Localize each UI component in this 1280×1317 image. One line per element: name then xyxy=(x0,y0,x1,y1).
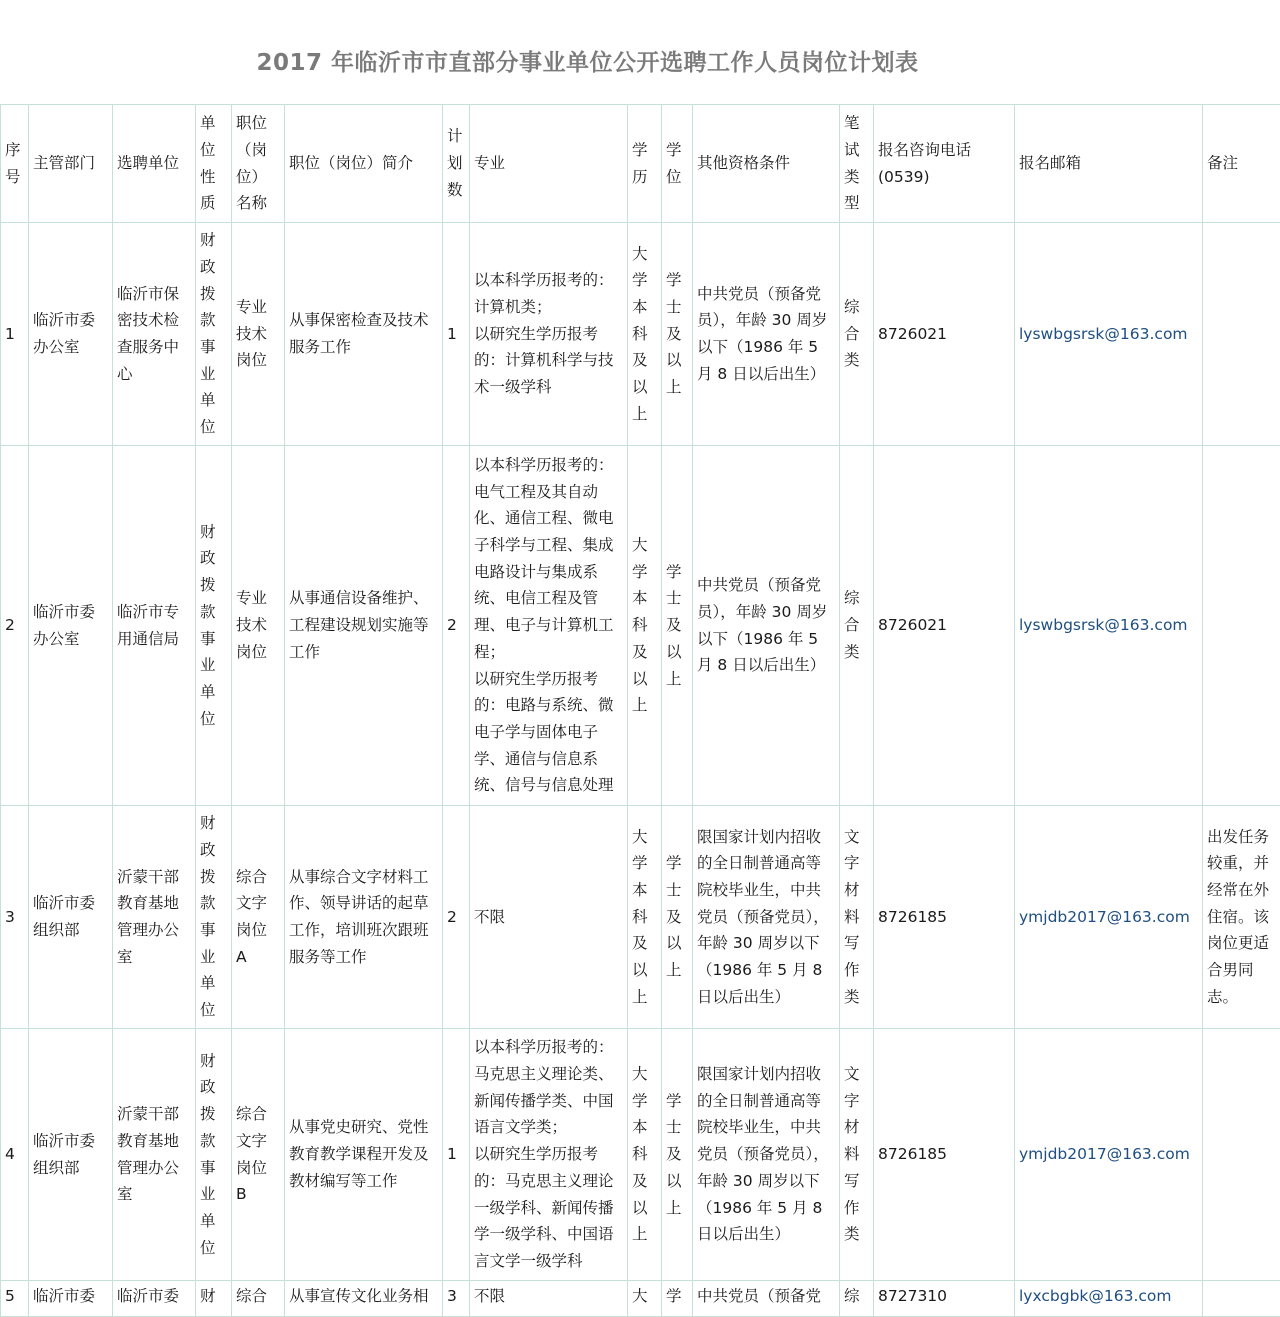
cell-no: 1 xyxy=(1,223,29,446)
cell-dept: 临沂市委组织部 xyxy=(29,1029,113,1281)
header-remark: 备注 xyxy=(1203,105,1280,223)
header-major: 专业 xyxy=(470,105,628,223)
cell-major: 不限 xyxy=(470,806,628,1029)
cell-other: 中共党员（预备党员），年龄 30 周岁以下（1986 年 5 月 8 日以后出生） xyxy=(693,223,840,446)
cell-intro: 从事党史研究、党性教育教学课程开发及教材编写等工作 xyxy=(285,1029,443,1281)
cell-degree: 学士及以上 xyxy=(662,806,693,1029)
header-other: 其他资格条件 xyxy=(693,105,840,223)
cell-email-link[interactable]: lyswbgsrsk@163.com xyxy=(1015,446,1203,806)
header-degree: 学 位 xyxy=(662,105,693,223)
cell-unit: 临沂市保密技术检查服务中心 xyxy=(113,223,196,446)
cell-no: 5 xyxy=(1,1281,29,1317)
cell-edu: 大 xyxy=(628,1281,662,1317)
cell-nature: 财 xyxy=(196,1281,232,1317)
cell-major: 不限 xyxy=(470,1281,628,1317)
page-title: 2017 年临沂市市直部分事业单位公开选聘工作人员岗位计划表 xyxy=(0,44,1175,77)
cell-unit: 沂蒙干部教育基地管理办公室 xyxy=(113,1029,196,1281)
header-phone: 报名咨询电话 (0539) xyxy=(874,105,1015,223)
table-row xyxy=(1,806,1280,1029)
position-plan-table xyxy=(0,104,1280,1317)
cell-post: 专业技术岗位 xyxy=(232,223,285,446)
header-unit: 选聘单位 xyxy=(113,105,196,223)
cell-degree: 学士及以上 xyxy=(662,1029,693,1281)
cell-phone: 8726185 xyxy=(874,1029,1015,1281)
cell-nature: 财政拨款事业单位 xyxy=(196,1029,232,1281)
cell-intro: 从事综合文字材料工作、领导讲话的起草工作，培训班次跟班服务等工作 xyxy=(285,806,443,1029)
cell-count: 2 xyxy=(443,806,470,1029)
cell-post: 专业技术岗位 xyxy=(232,446,285,806)
cell-remark xyxy=(1203,1029,1280,1281)
cell-edu: 大学本科及以上 xyxy=(628,446,662,806)
cell-edu: 大学本科及以上 xyxy=(628,1029,662,1281)
cell-count: 1 xyxy=(443,1029,470,1281)
cell-intro: 从事通信设备维护、工程建设规划实施等工作 xyxy=(285,446,443,806)
cell-exam: 综 xyxy=(840,1281,874,1317)
cell-count: 2 xyxy=(443,446,470,806)
cell-phone: 8726021 xyxy=(874,446,1015,806)
cell-nature: 财政拨款事业单位 xyxy=(196,223,232,446)
cell-dept: 临沂市委组织部 xyxy=(29,806,113,1029)
cell-count: 1 xyxy=(443,223,470,446)
table-row xyxy=(1,1029,1280,1281)
header-email: 报名邮箱 xyxy=(1015,105,1203,223)
cell-phone: 8726021 xyxy=(874,223,1015,446)
cell-email-link[interactable]: lyswbgsrsk@163.com xyxy=(1015,223,1203,446)
cell-exam: 综合类 xyxy=(840,446,874,806)
cell-unit: 临沂市委 xyxy=(113,1281,196,1317)
cell-degree: 学士及以上 xyxy=(662,223,693,446)
cell-degree: 学 xyxy=(662,1281,693,1317)
header-no: 序 号 xyxy=(1,105,29,223)
cell-nature: 财政拨款事业单位 xyxy=(196,446,232,806)
cell-post: 综合 xyxy=(232,1281,285,1317)
cell-unit: 临沂市专用通信局 xyxy=(113,446,196,806)
header-dept: 主管部门 xyxy=(29,105,113,223)
cell-unit: 沂蒙干部教育基地管理办公室 xyxy=(113,806,196,1029)
cell-remark xyxy=(1203,1281,1280,1317)
header-post: 职位 （岗 位） 名称 xyxy=(232,105,285,223)
cell-intro: 从事保密检查及技术服务工作 xyxy=(285,223,443,446)
cell-no: 4 xyxy=(1,1029,29,1281)
header-nature: 单 位 性 质 xyxy=(196,105,232,223)
cell-nature: 财政拨款事业单位 xyxy=(196,806,232,1029)
cell-count: 3 xyxy=(443,1281,470,1317)
cell-exam: 文字材料写作类 xyxy=(840,1029,874,1281)
cell-dept: 临沂市委 xyxy=(29,1281,113,1317)
cell-edu: 大学本科及以上 xyxy=(628,806,662,1029)
cell-email-link[interactable]: ymjdb2017@163.com xyxy=(1015,1029,1203,1281)
cell-other: 限国家计划内招收的全日制普通高等院校毕业生，中共党员（预备党员），年龄 30 周岁以下（1986 年 5 月 8 日以后出生） xyxy=(693,806,840,1029)
cell-email-link[interactable]: ymjdb2017@163.com xyxy=(1015,806,1203,1029)
cell-intro: 从事宣传文化业务相 xyxy=(285,1281,443,1317)
cell-major: 以本科学历报考的：计算机类； 以研究生学历报考的：计算机科学与技术一级学科 xyxy=(470,223,628,446)
cell-email-link[interactable]: lyxcbgbk@163.com xyxy=(1015,1281,1203,1317)
cell-exam: 综合类 xyxy=(840,223,874,446)
table-header-row xyxy=(1,105,1280,223)
table-row xyxy=(1,446,1280,806)
cell-exam: 文字材料写作类 xyxy=(840,806,874,1029)
cell-post: 综合文字岗位 B xyxy=(232,1029,285,1281)
cell-degree: 学士及以上 xyxy=(662,446,693,806)
cell-phone: 8726185 xyxy=(874,806,1015,1029)
cell-other: 中共党员（预备党 xyxy=(693,1281,840,1317)
table-row xyxy=(1,1281,1280,1317)
cell-remark xyxy=(1203,223,1280,446)
table-row xyxy=(1,223,1280,446)
header-count: 计 划 数 xyxy=(443,105,470,223)
header-exam: 笔 试 类 型 xyxy=(840,105,874,223)
header-edu: 学 历 xyxy=(628,105,662,223)
header-intro: 职位（岗位）简介 xyxy=(285,105,443,223)
cell-major: 以本科学历报考的：电气工程及其自动化、通信工程、微电子科学与工程、集成电路设计与集成系统、电信工程及管理、电子与计算机工程； 以研究生学历报考的：电路与系统、微电子学与固体电子学、通信与信息系统、信号与信息处理 xyxy=(470,446,628,806)
cell-remark xyxy=(1203,446,1280,806)
cell-other: 限国家计划内招收的全日制普通高等院校毕业生，中共党员（预备党员），年龄 30 周岁以下（1986 年 5 月 8 日以后出生） xyxy=(693,1029,840,1281)
cell-other: 中共党员（预备党员），年龄 30 周岁以下（1986 年 5 月 8 日以后出生） xyxy=(693,446,840,806)
cell-major: 以本科学历报考的：马克思主义理论类、新闻传播学类、中国语言文学类； 以研究生学历报考的：马克思主义理论一级学科、新闻传播学一级学科、中国语言文学一级学科 xyxy=(470,1029,628,1281)
cell-remark: 出发任务较重，并经常在外住宿。该岗位更适合男同志。 xyxy=(1203,806,1280,1029)
cell-post: 综合文字岗位 A xyxy=(232,806,285,1029)
cell-dept: 临沂市委办公室 xyxy=(29,223,113,446)
cell-phone: 8727310 xyxy=(874,1281,1015,1317)
cell-no: 3 xyxy=(1,806,29,1029)
cell-dept: 临沂市委办公室 xyxy=(29,446,113,806)
cell-edu: 大学本科及以上 xyxy=(628,223,662,446)
cell-no: 2 xyxy=(1,446,29,806)
